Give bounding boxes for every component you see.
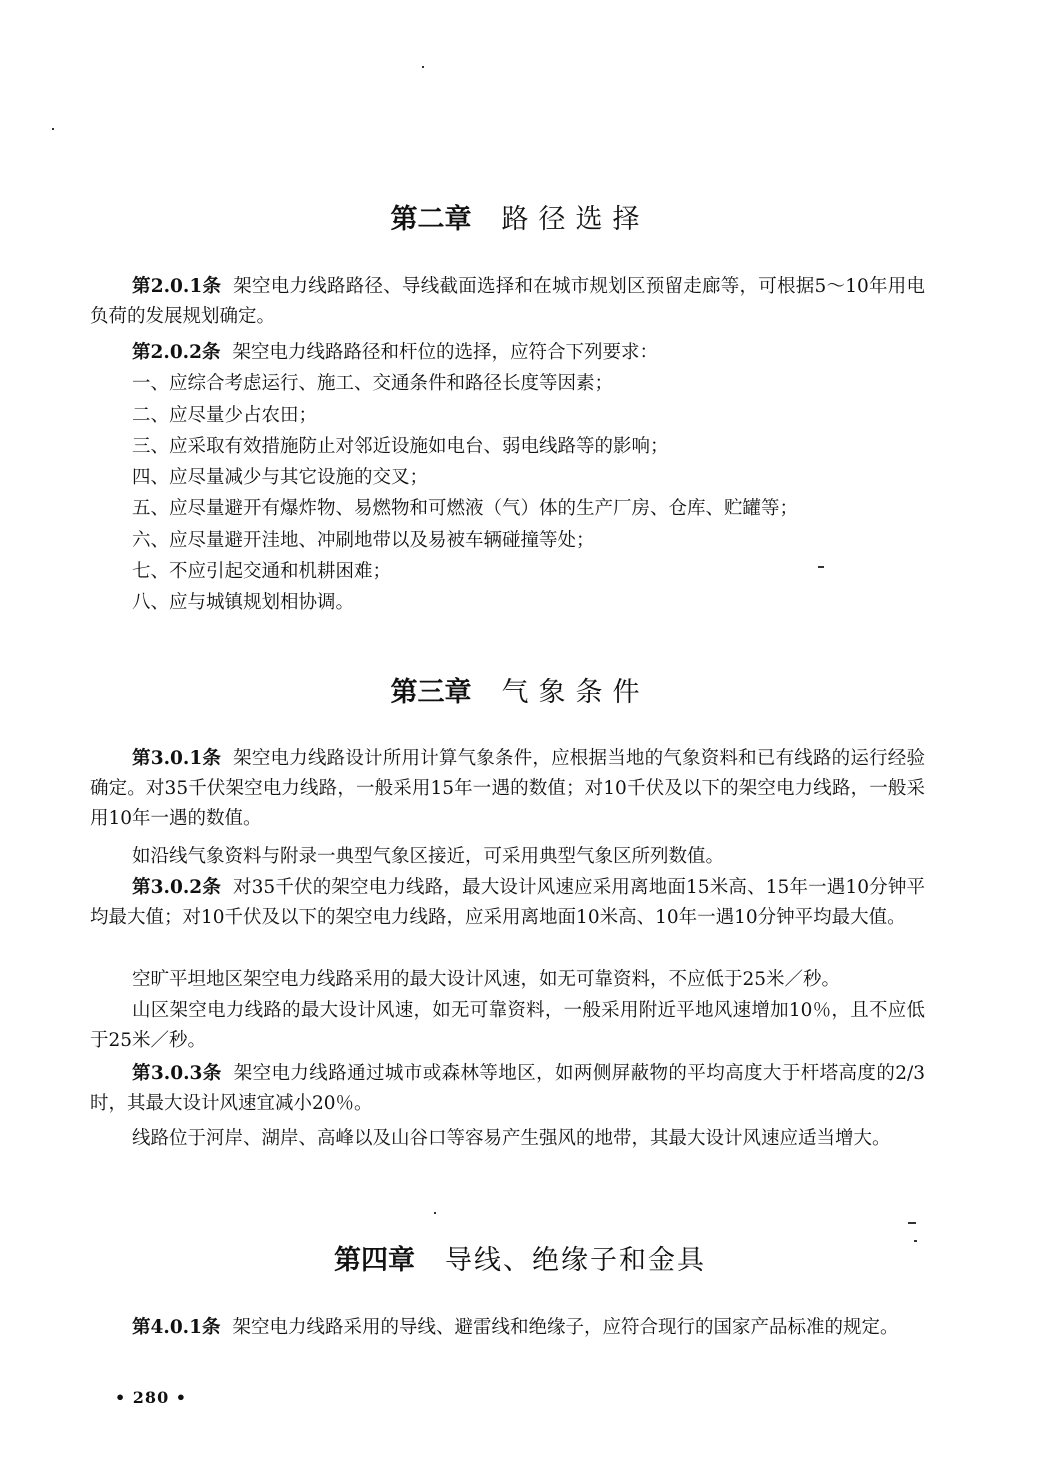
article-number: 第4.0.1条 [132,1317,221,1338]
list-item: 八、应与城镇规划相协调。 [132,592,355,613]
list-item: 三、应采取有效措施防止对邻近设施如电台、弱电线路等的影响； [132,436,669,457]
article-number: 第2.0.2条 [132,342,221,363]
list-item: 六、应尽量避开洼地、冲刷地带以及易被车辆碰撞等处； [132,530,595,551]
article-4-0-1 [90,1313,925,1343]
list-item: 七、不应引起交通和机耕困难； [132,561,392,582]
article-note [90,996,925,1056]
scan-speck [914,1240,917,1242]
article-number: 第3.0.1条 [132,748,222,769]
scan-speck [434,1212,436,1214]
chapter-2-number: 第二章 [390,204,472,235]
chapter-3-name: 气象条件 [501,677,650,708]
scan-speck [422,66,424,68]
article-number: 第3.0.3条 [132,1063,222,1084]
note-text: 山区架空电力线路的最大设计风速，如无可靠资料，一般采用附近平地风速增加10％，且不应低于25米／秒。 [90,1000,925,1051]
list-item: 四、应尽量减少与其它设施的交叉； [132,467,429,488]
page-number: • 280 • [115,1388,187,1407]
article-2-0-2 [90,338,925,368]
article-3-0-3 [90,1059,925,1119]
note-text: 空旷平坦地区架空电力线路采用的最大设计风速，如无可靠资料，不应低于25米／秒。 [132,969,841,990]
article-3-0-2 [90,873,925,933]
scan-speck [908,1222,916,1224]
list-item: 五、应尽量避开有爆炸物、易燃物和可燃液（气）体的生产厂房、仓库、贮罐等； [132,498,799,519]
article-note [90,842,925,872]
article-text: 架空电力线路设计所用计算气象条件，应根据当地的气象资料和已有线路的运行经验确定。对35千伏架空电力线路，一般采用15年一遇的数值；对10千伏及以下的架空电力线路，一般采用10年一遇的数值。 [90,748,925,829]
chapter-2-title [0,203,1040,237]
article-text: 架空电力线路通过城市或森林等地区，如两侧屏蔽物的平均高度大于杆塔高度的2/3时，其最大设计风速宜减小20％。 [90,1063,925,1114]
article-text: 架空电力线路路径、导线截面选择和在城市规划区预留走廊等，可根据5～10年用电负荷的发展规划确定。 [90,276,925,327]
chapter-4-name: 导线、绝缘子和金具 [445,1245,706,1276]
article-text: 架空电力线路采用的导线、避雷线和绝缘子，应符合现行的国家产品标准的规定。 [232,1317,899,1338]
list-item: 一、应综合考虑运行、施工、交通条件和路径长度等因素； [132,373,614,394]
chapter-4-number: 第四章 [334,1245,415,1276]
article-note [90,965,925,995]
chapter-3-number: 第三章 [390,677,472,708]
article-2-0-1 [90,272,925,332]
list-item: 二、应尽量少占农田； [132,405,318,426]
article-text: 对35千伏的架空电力线路，最大设计风速应采用离地面15米高、15年一遇10分钟平均最大值；对10千伏及以下的架空电力线路，应采用离地面10米高、10年一遇10分钟平均最大值。 [90,877,925,928]
article-number: 第3.0.2条 [132,877,221,898]
article-number: 第2.0.1条 [132,276,222,297]
article-note [90,1124,925,1154]
note-text: 如沿线气象资料与附录一典型气象区接近，可采用典型气象区所列数值。 [132,846,725,867]
scan-speck [52,128,54,130]
chapter-4-title [0,1244,1040,1278]
chapter-2-name: 路径选择 [501,204,650,235]
note-text: 线路位于河岸、湖岸、高峰以及山谷口等容易产生强风的地带，其最大设计风速应适当增大。 [132,1128,891,1149]
article-3-0-1 [90,744,925,834]
article-text: 架空电力线路路径和杆位的选择，应符合下列要求： [232,342,659,363]
chapter-3-title [0,676,1040,710]
